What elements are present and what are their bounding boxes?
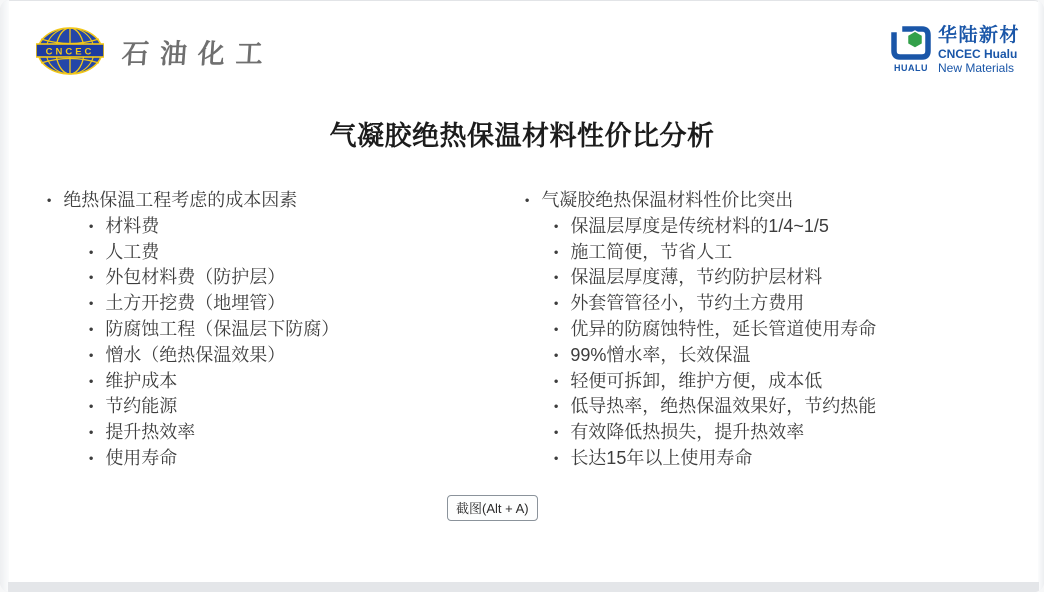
list-item (88, 291, 496, 317)
brand-text-shiyouhuagong: 石油化工 (120, 38, 275, 69)
list-item (88, 343, 496, 369)
list-item-text: 材料费 (105, 215, 160, 236)
list-item-text: 土方开挖费（地埋管） (105, 293, 286, 314)
list-item (553, 394, 1004, 420)
bullet-icon: • (553, 322, 559, 337)
list-item-text: 低导热率，绝热保温效果好，节约热能 (570, 396, 877, 417)
window-edge-left (0, 0, 9, 592)
bullet-icon: • (553, 244, 559, 260)
bullet-icon: • (88, 451, 94, 466)
list-item-text: 轻便可拆卸，维护方便，成本低 (570, 370, 823, 391)
list-item (553, 420, 1004, 446)
cost-factors-items (88, 214, 496, 472)
list-item (553, 446, 1004, 472)
bullet-icon: • (88, 296, 94, 311)
bullet-icon: • (88, 244, 94, 260)
hualu-icon-caption: HUALU (893, 63, 928, 73)
svg-text:CNCEC: CNCEC (45, 46, 95, 58)
slide-title: 气凝胶绝热保温材料性价比分析 (329, 121, 715, 151)
list-heading (46, 188, 496, 214)
list-item-text: 维护成本 (105, 370, 178, 391)
bullet-icon: • (46, 193, 52, 208)
bullet-icon: • (88, 322, 94, 337)
cncec-logo (36, 26, 274, 76)
bullet-icon: • (553, 270, 559, 285)
hualu-logo (891, 26, 1020, 74)
bullet-icon: • (553, 425, 559, 440)
advantages-items (553, 214, 1004, 472)
list-item-text: 外套管管径小，节约土方费用 (570, 293, 805, 314)
screenshot-button[interactable]: 截图(Alt + A) (447, 495, 538, 521)
bullet-icon: • (553, 399, 559, 414)
bullet-icon: • (553, 451, 559, 466)
bullet-icon: • (88, 218, 94, 234)
list-item-text: 提升热效率 (105, 422, 196, 443)
list-item-text: 外包材料费（防护层） (105, 267, 286, 288)
list-item (88, 446, 496, 472)
hualu-icon (891, 26, 931, 62)
list-item (553, 369, 1004, 395)
list-item-text: 节约能源 (105, 396, 178, 417)
list-item-text: 优异的防腐蚀特性，延长管道使用寿命 (570, 318, 877, 339)
list-heading (524, 188, 1004, 214)
bullet-icon: • (524, 193, 530, 208)
bullet-icon: • (553, 373, 559, 389)
list-item (88, 214, 496, 240)
list-item (553, 240, 1004, 266)
list-item (88, 420, 496, 446)
bullet-icon: • (88, 347, 94, 363)
hualu-name-cn: 华陆新材 (937, 25, 1020, 46)
list-item (88, 265, 496, 291)
bullet-icon: • (553, 347, 559, 363)
cncec-globe-icon (36, 26, 104, 76)
list-item (553, 214, 1004, 240)
list-item-text: 有效降低热损失，提升热效率 (570, 422, 805, 443)
list-item (88, 317, 496, 343)
list-item (88, 240, 496, 266)
list-item-text: 人工费 (105, 241, 160, 262)
list-item (553, 265, 1004, 291)
bullet-icon: • (88, 373, 94, 389)
bullet-icon: • (88, 399, 94, 414)
window-bottom-strip (8, 582, 1039, 592)
bullet-icon: • (88, 425, 94, 440)
list-item-text: 使用寿命 (105, 447, 178, 468)
window-edge-right (1038, 0, 1044, 592)
list-item (553, 343, 1004, 369)
list-item (88, 394, 496, 420)
list-item-text: 防腐蚀工程（保温层下防腐） (105, 318, 340, 339)
list-item (553, 317, 1004, 343)
list-item (88, 369, 496, 395)
list-heading-text: 绝热保温工程考虑的成本因素 (63, 190, 298, 210)
list-item-text: 保温层厚度是传统材料的1/4~1/5 (570, 215, 829, 236)
list-item-text: 99%憎水率，长效保温 (570, 344, 751, 365)
list-item-text: 长达15年以上使用寿命 (570, 447, 753, 468)
hualu-name-en1: CNCEC Hualu (937, 46, 1018, 61)
bullet-icon: • (553, 296, 559, 311)
advantages-list (524, 188, 1004, 472)
list-item-text: 施工简便，节省人工 (570, 241, 733, 262)
list-item-text: 保温层厚度薄，节约防护层材料 (570, 267, 823, 288)
list-item-text: 憎水（绝热保温效果） (105, 344, 286, 365)
bullet-icon: • (88, 270, 94, 285)
hualu-name-en2: New Materials (937, 60, 1015, 75)
list-heading-text: 气凝胶绝热保温材料性价比突出 (541, 190, 794, 210)
bullet-icon: • (553, 218, 559, 234)
list-item (553, 291, 1004, 317)
cost-factors-list (46, 188, 496, 472)
